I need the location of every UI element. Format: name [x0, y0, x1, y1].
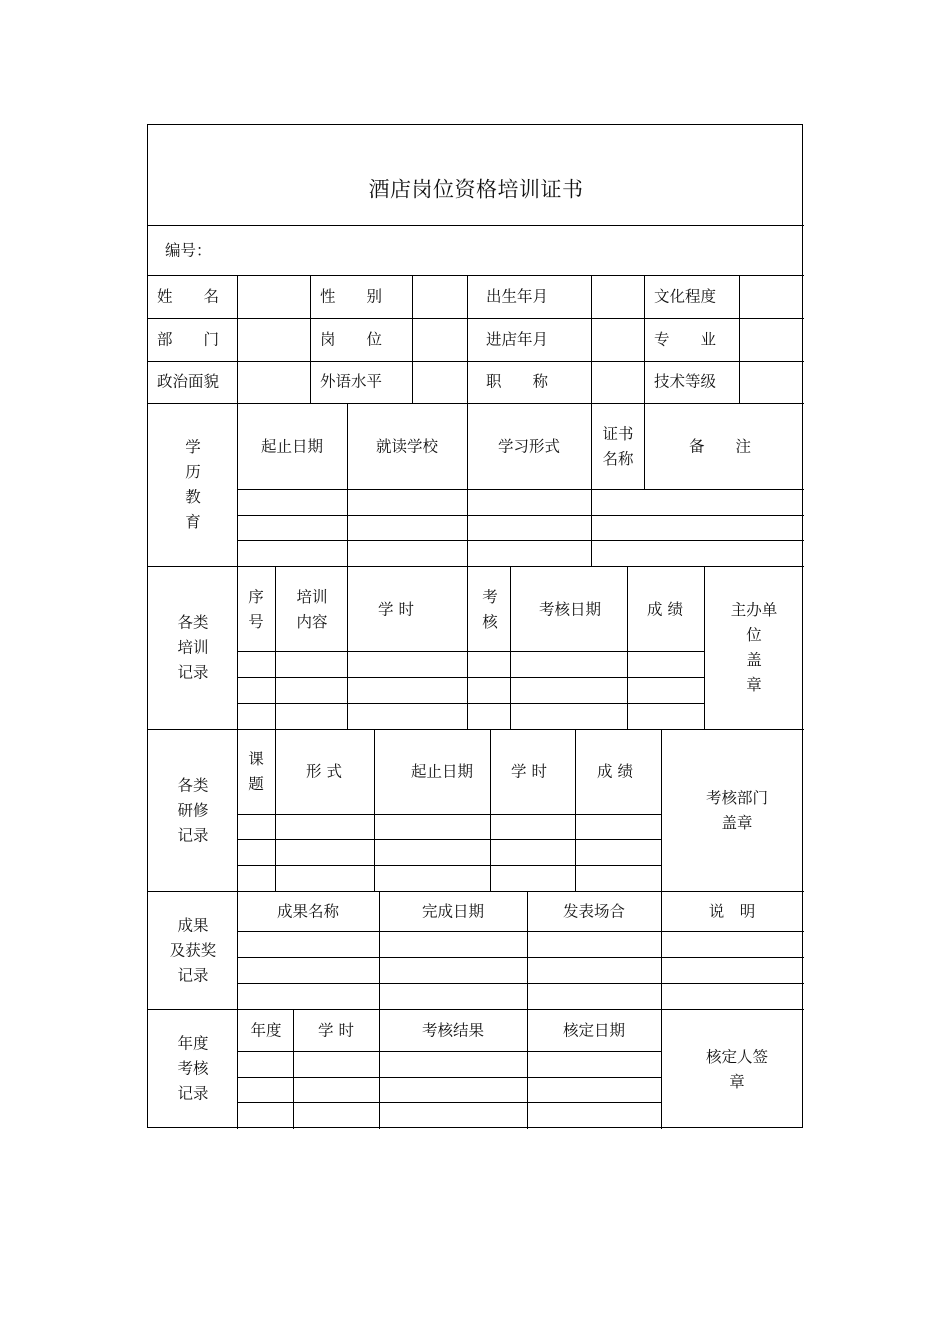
rule — [237, 540, 804, 541]
label-name: 姓 名 — [157, 287, 220, 306]
rule — [237, 1077, 661, 1078]
column-header: 形 式 — [306, 762, 342, 781]
rule — [148, 361, 804, 362]
rule — [237, 814, 661, 815]
rule — [310, 275, 311, 403]
section-label-education: 学 历 教 育 — [185, 438, 201, 531]
certificate-number-label: 编号： — [165, 241, 212, 260]
column-header: 课 题 — [248, 750, 264, 793]
rule — [644, 275, 645, 403]
section-label-achievements: 成果 及获奖 记录 — [169, 916, 217, 985]
column-header: 起止日期 — [410, 762, 474, 781]
rule — [661, 891, 662, 1009]
label-title: 职 称 — [486, 372, 549, 391]
column-header: 序 号 — [248, 588, 264, 631]
rule — [275, 729, 276, 891]
column-header: 培训 内容 — [296, 588, 328, 631]
rule — [379, 1009, 380, 1129]
rule — [148, 318, 804, 319]
label-position: 岗 位 — [320, 330, 383, 349]
rule — [148, 891, 804, 892]
label-foreign-language: 外语水平 — [320, 372, 383, 391]
rule — [347, 566, 348, 729]
column-header: 就读学校 — [375, 437, 439, 456]
label-political: 政治面貌 — [157, 372, 220, 391]
label-gender: 性 别 — [320, 287, 383, 306]
rule — [237, 403, 238, 1129]
rule — [237, 1102, 661, 1103]
rule — [467, 566, 468, 729]
rule — [237, 931, 804, 932]
column-header: 学习形式 — [497, 437, 561, 456]
dept-seal-label: 考核部门盖章 — [705, 789, 768, 832]
page-title: 酒店岗位资格培训证书 — [368, 177, 584, 202]
rule — [237, 651, 704, 652]
column-header: 考 核 — [482, 588, 498, 631]
rule — [739, 275, 740, 403]
rule — [237, 677, 704, 678]
rule — [148, 225, 804, 226]
rule — [527, 891, 528, 1009]
rule — [704, 566, 705, 729]
column-header: 成 绩 — [647, 600, 683, 619]
rule — [237, 703, 704, 704]
rule — [490, 729, 491, 891]
rule — [148, 729, 804, 730]
column-header: 发表场合 — [562, 902, 626, 921]
rule — [293, 1009, 294, 1129]
rule — [661, 729, 662, 891]
rule — [412, 275, 413, 403]
rule — [627, 566, 628, 729]
column-header: 起止日期 — [260, 437, 324, 456]
rule — [347, 403, 348, 566]
label-tech-grade: 技术等级 — [654, 372, 717, 391]
rule — [237, 839, 661, 840]
column-header: 备 注 — [688, 437, 752, 456]
rule — [237, 1051, 661, 1052]
column-header: 学 时 — [378, 600, 414, 619]
rule — [148, 275, 804, 276]
column-header: 年度 — [250, 1021, 282, 1040]
column-header: 学 时 — [318, 1021, 354, 1040]
label-birth: 出生年月 — [486, 287, 549, 306]
column-header: 说 明 — [708, 902, 756, 921]
rule — [237, 957, 804, 958]
section-label-annual: 年度 考核 记录 — [177, 1034, 209, 1103]
section-label-training: 各类 培训 记录 — [177, 613, 209, 682]
column-header: 学 时 — [511, 762, 547, 781]
rule — [237, 275, 238, 403]
rule — [379, 891, 380, 1009]
column-header: 证书 名称 — [602, 425, 634, 468]
rule — [148, 566, 804, 567]
column-header: 考核日期 — [538, 600, 602, 619]
rule — [374, 729, 375, 891]
column-header: 成 绩 — [597, 762, 633, 781]
rule — [591, 403, 592, 566]
approver-seal-label: 核定人签章 — [705, 1048, 768, 1091]
label-major: 专 业 — [654, 330, 717, 349]
rule — [237, 515, 804, 516]
column-header: 完成日期 — [421, 902, 485, 921]
certificate-form — [147, 124, 803, 1128]
rule — [237, 865, 661, 866]
rule — [591, 275, 592, 403]
section-label-study: 各类 研修 记录 — [177, 776, 209, 845]
column-header: 核定日期 — [562, 1021, 626, 1040]
column-header: 成果名称 — [276, 902, 340, 921]
rule — [527, 1009, 528, 1129]
rule — [575, 729, 576, 891]
rule — [148, 1009, 804, 1010]
rule — [148, 403, 804, 404]
rule — [661, 1009, 662, 1129]
label-education-level: 文化程度 — [654, 287, 717, 306]
rule — [467, 403, 468, 566]
label-join-date: 进店年月 — [486, 330, 549, 349]
rule — [237, 489, 804, 490]
rule — [275, 566, 276, 729]
organizer-seal-label: 主办单位 盖 章 — [730, 601, 778, 694]
rule — [644, 403, 645, 489]
label-department: 部 门 — [157, 330, 220, 349]
rule — [237, 983, 804, 984]
rule — [467, 275, 468, 403]
rule — [510, 566, 511, 729]
column-header: 考核结果 — [421, 1021, 485, 1040]
